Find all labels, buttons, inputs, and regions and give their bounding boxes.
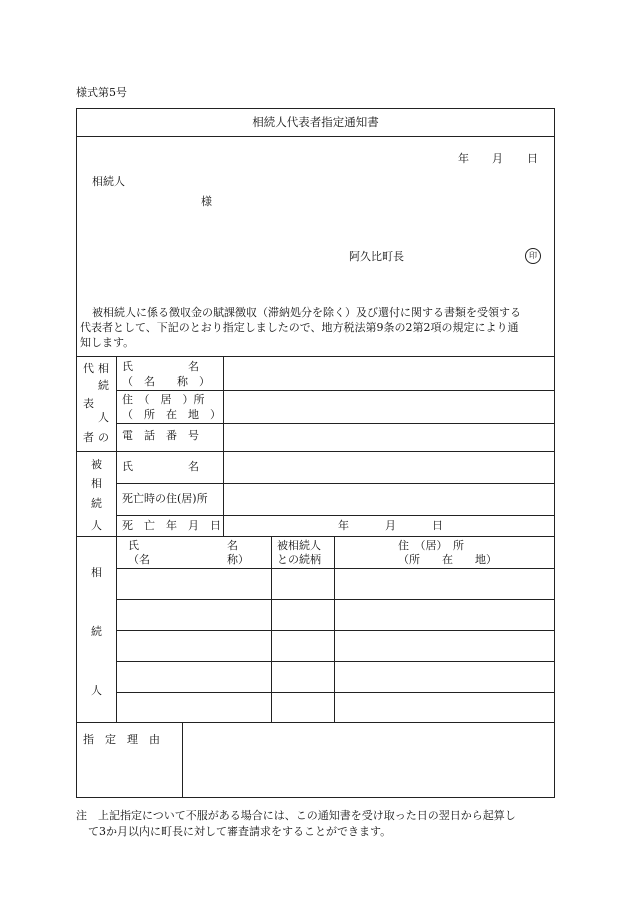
date-day-label: 日	[527, 152, 538, 165]
heirs-col-relation: 被相続人	[277, 539, 321, 552]
note-line-2: て3か月以内に町長に対して審査請求をすることができます。	[88, 825, 392, 838]
divider	[116, 692, 555, 693]
rep-side-char: の	[98, 431, 109, 444]
divider	[116, 568, 555, 569]
form-number: 様式第5号	[76, 86, 127, 99]
form-frame	[76, 108, 555, 798]
heirs-col-name-sub: （名 称）	[128, 553, 249, 566]
divider	[76, 136, 555, 137]
heirs-side-char: 相	[91, 566, 102, 579]
reason-label: 指 定 理 由	[83, 733, 160, 746]
body-line-2: 代表者として、下記のとおり指定しましたので、地方税法第9条の2第2項の規定により通	[80, 321, 519, 334]
divider	[76, 536, 555, 537]
deceased-side-char: 人	[91, 519, 102, 532]
body-line-3: 知します。	[80, 336, 135, 349]
rep-side-char: 相	[98, 362, 109, 375]
divider	[116, 661, 555, 662]
body-line-1: 被相続人に係る徴収金の賦課徴収（滞納処分を除く）及び還付に関する書類を受領する	[92, 306, 521, 319]
deceased-side-char: 被	[91, 458, 102, 471]
divider	[334, 536, 335, 722]
divider	[116, 515, 555, 516]
death-date-label: 死 亡 年 月 日	[122, 519, 221, 532]
divider	[182, 722, 183, 798]
divider	[116, 390, 555, 391]
divider	[223, 356, 224, 536]
rep-address-label-sub: （ 所 在 地 ）	[122, 408, 221, 421]
death-date-day: 日	[432, 519, 443, 532]
heirs-col-relation-sub: との続柄	[277, 553, 321, 566]
note-line-1: 注 上記指定について不服がある場合には、この通知書を受け取った日の翌日から起算し	[76, 809, 516, 822]
addressee-honorific: 様	[201, 195, 212, 208]
death-date-month: 月	[385, 519, 396, 532]
heirs-side-char: 続	[91, 625, 102, 638]
date-year-label: 年	[458, 152, 469, 165]
issuer-name: 阿久比町長	[349, 250, 404, 263]
divider	[116, 483, 555, 484]
rep-side-char: 表	[83, 397, 94, 410]
rep-name-label-sub: （ 名 称 ）	[122, 375, 210, 388]
form-title: 相続人代表者指定通知書	[252, 115, 379, 129]
heirs-side-char: 人	[91, 684, 102, 697]
rep-side-char: 続	[98, 379, 109, 392]
divider	[116, 599, 555, 600]
divider	[116, 423, 555, 424]
date-month-label: 月	[492, 152, 503, 165]
death-date-year: 年	[338, 519, 349, 532]
divider	[76, 356, 555, 357]
heirs-col-address: 住 （居） 所	[398, 539, 464, 552]
divider	[76, 451, 555, 452]
rep-address-label: 住 （ 居 ）所	[122, 393, 205, 406]
deceased-address-label: 死亡時の住(居)所	[122, 492, 208, 505]
rep-phone-label: 電 話 番 号	[122, 429, 199, 442]
seal-mark: 印	[525, 248, 541, 264]
heirs-col-name: 氏 名	[128, 539, 238, 552]
rep-side-char: 者	[83, 431, 94, 444]
deceased-side-char: 相	[91, 477, 102, 490]
rep-side-char: 代	[83, 362, 94, 375]
divider	[271, 536, 272, 722]
divider	[116, 356, 117, 722]
deceased-side-char: 続	[91, 497, 102, 510]
divider	[76, 722, 555, 723]
deceased-name-label: 氏 名	[122, 460, 199, 473]
addressee-label: 相続人	[92, 175, 125, 188]
divider	[116, 630, 555, 631]
heirs-col-address-sub: （所 在 地）	[398, 553, 497, 566]
rep-name-label: 氏 名	[122, 360, 199, 373]
rep-side-char: 人	[98, 411, 109, 424]
